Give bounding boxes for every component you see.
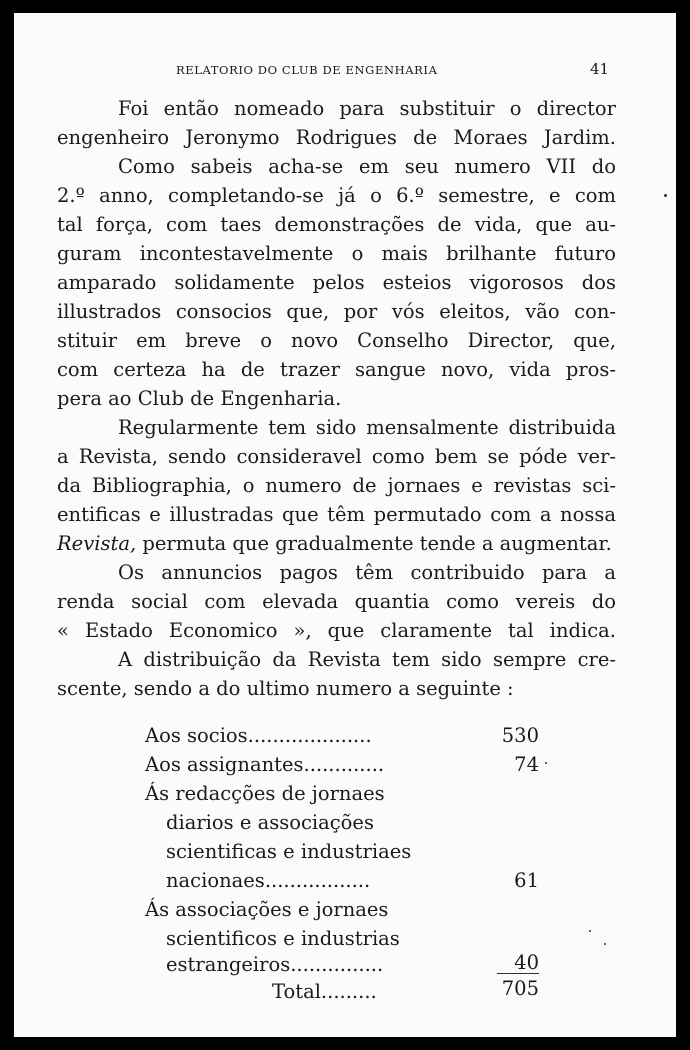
text-line: da Bibliographia, o numero de jornaes e revistas sci-: [57, 474, 616, 497]
text-line: illustrados consocios que, por vós eleitos, vão con-: [57, 300, 616, 323]
text-line: Regularmente tem sido mensalmente distribuida: [118, 416, 616, 439]
total-label: Total.........: [272, 980, 377, 1003]
text-line-revista: [57, 533, 616, 555]
text-line: A distribuição da Revista tem sido sempre cre-: [118, 648, 616, 671]
table-value: 530: [501, 724, 539, 747]
table-value: 74: [514, 753, 539, 776]
text-line: 2.º anno, completando-se já o 6.º semestre, e com: [57, 184, 616, 207]
text-line: Como sabeis acha-se em seu numero VII do: [118, 155, 616, 178]
table-label: Aos assignantes.............: [145, 753, 385, 776]
text-line: com certeza ha de trazer sangue novo, vida pros-: [57, 358, 616, 381]
table-label: estrangeiros...............: [166, 953, 384, 976]
table-label: scientificas e industriaes: [166, 840, 412, 863]
table-label: Ás associações e jornaes: [145, 898, 389, 921]
page-number: 41: [590, 60, 610, 78]
table-label: Ás redacções de jornaes: [145, 782, 385, 805]
text-line: a Revista, sendo consideravel como bem se póde ver-: [57, 445, 616, 468]
table-value: 61: [514, 869, 539, 892]
text-line: « Estado Economico », que claramente tal indica.: [57, 619, 616, 642]
table-value: 40: [514, 951, 539, 974]
text-line: renda social com elevada quantia como vereis do: [57, 590, 616, 613]
table-label: nacionaes.................: [166, 869, 371, 892]
text-line-rest: permuta que gradualmente tende a augmentar.: [136, 532, 612, 555]
italic-revista: Revista,: [57, 532, 137, 555]
text-line: scente, sendo a do ultimo numero a seguinte :: [57, 677, 514, 700]
book-page: [14, 13, 676, 1037]
table-label: scientificos e industrias: [166, 927, 400, 950]
print-speck: [545, 762, 547, 764]
print-speck: [664, 194, 667, 197]
text-line: Os annuncios pagos têm contribuido para a: [118, 561, 616, 584]
table-label: Aos socios....................: [145, 724, 372, 747]
text-line: stituir em breve o novo Conselho Director, que,: [57, 329, 616, 352]
total-value: 705: [501, 977, 539, 1000]
sum-rule: [497, 973, 539, 974]
print-speck: [589, 930, 591, 932]
table-label: diarios e associações: [166, 811, 374, 834]
running-header: [14, 60, 676, 83]
text-line: Foi então nomeado para substituir o director: [118, 97, 616, 120]
text-line: amparado solidamente pelos esteios vigorosos dos: [57, 271, 616, 294]
text-line: tal força, com taes demonstrações de vida, que au-: [57, 213, 616, 236]
text-line: pera ao Club de Engenharia.: [57, 387, 342, 410]
text-line: engenheiro Jeronymo Rodrigues de Moraes Jardim.: [57, 126, 616, 149]
text-line: guram incontestavelmente o mais brilhante futuro: [57, 242, 616, 265]
print-speck: [604, 943, 606, 945]
text-line: entificas e illustradas que têm permutado com a nossa: [57, 503, 616, 526]
running-title: RELATORIO DO CLUB DE ENGENHARIA: [176, 63, 438, 77]
